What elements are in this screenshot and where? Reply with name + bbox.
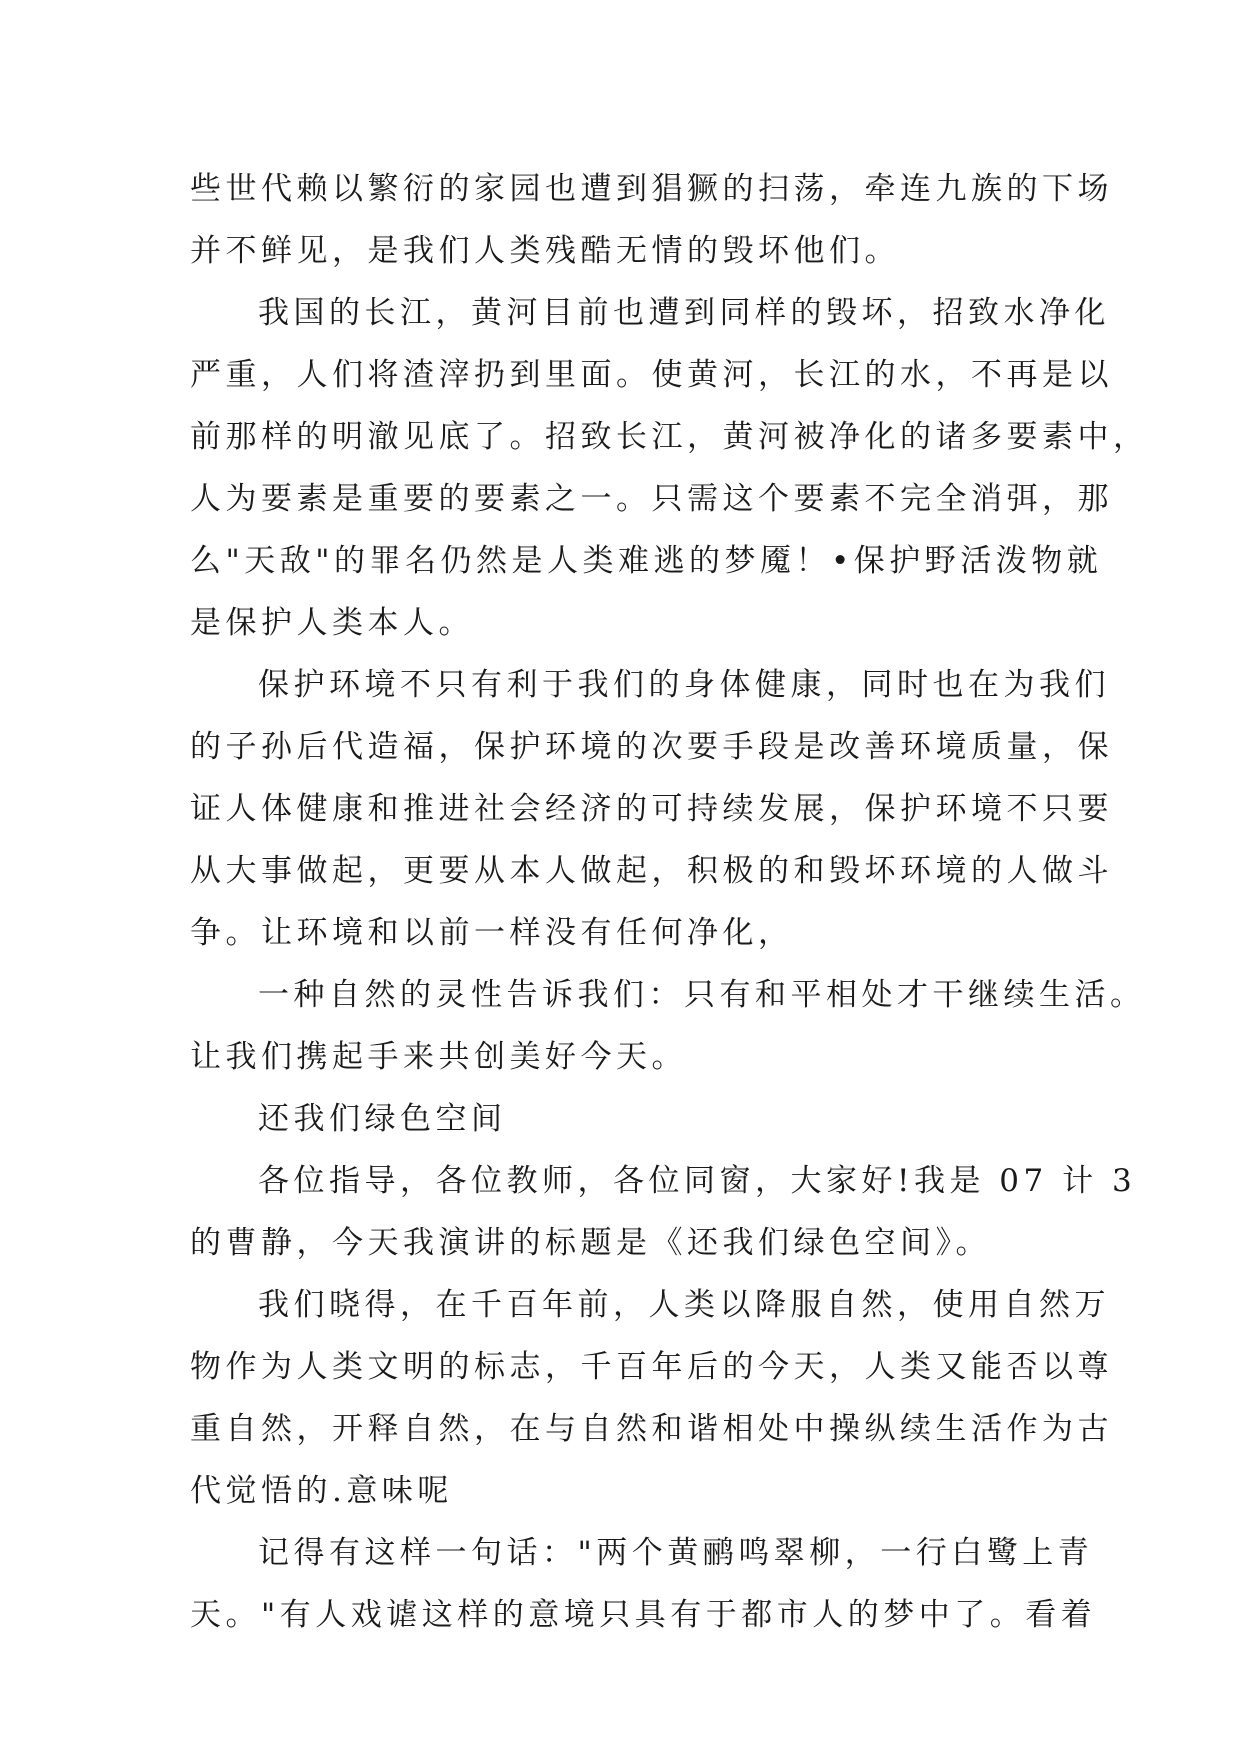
text-line: 让我们携起手来共创美好今天。	[190, 1039, 687, 1075]
text-line: 证人体健康和推进社会经济的可持续发展，保护环境不只要	[190, 791, 1113, 827]
paragraph-start-line: 我国的长江，黄河目前也遭到同样的毁坏，招致水净化	[258, 295, 1110, 331]
text-line: 的子孙后代造福，保护环境的次要手段是改善环境质量，保	[190, 729, 1113, 765]
text-line: 代觉悟的.意味呢	[190, 1473, 453, 1509]
paragraph-start-line: 各位指导，各位教师，各位同窗，大家好!我是 07 计 3	[258, 1163, 1137, 1199]
paragraph-start-line: 我们晓得，在千百年前，人类以降服自然，使用自然万	[258, 1287, 1110, 1323]
document-body	[190, 158, 1149, 1646]
text-line: 是保护人类本人。	[190, 605, 474, 641]
paragraph-start-line: 保护环境不只有利于我们的身体健康，同时也在为我们	[258, 667, 1110, 703]
text-line: 重自然，开释自然，在与自然和谐相处中操纵续生活作为古	[190, 1411, 1113, 1447]
text-line: 天。"有人戏谑这样的意境只具有于都市人的梦中了。看着	[190, 1597, 1097, 1633]
text-line: 并不鲜见，是我们人类残酷无情的毁坏他们。	[190, 233, 900, 269]
text-line: 的曹静，今天我演讲的标题是《还我们绿色空间》。	[190, 1225, 991, 1261]
text-line: 争。让环境和以前一样没有任何净化，	[190, 915, 794, 951]
text-line: 从大事做起，更要从本人做起，积极的和毁坏环境的人做斗	[190, 853, 1113, 889]
text-line: 些世代赖以繁衍的家园也遭到猖獗的扫荡，牵连九族的下场	[190, 171, 1113, 207]
section-title: 还我们绿色空间	[258, 1101, 507, 1137]
text-line: 严重，人们将渣滓扔到里面。使黄河，长江的水，不再是以	[190, 357, 1113, 393]
paragraph-start-line: 记得有这样一句话："两个黄鹂鸣翠柳，一行白鹭上青	[258, 1535, 1094, 1571]
paragraph-start-line: 一种自然的灵性告诉我们：只有和平相处才干继续生活。	[258, 977, 1146, 1013]
text-line: 人为要素是重要的要素之一。只需这个要素不完全消弭，那	[190, 481, 1113, 517]
text-line: 物作为人类文明的标志，千百年后的今天，人类又能否以尊	[190, 1349, 1113, 1385]
text-line: 前那样的明澈见底了。招致长江，黄河被净化的诸多要素中，	[190, 419, 1149, 455]
text-line: 么"天敌"的罪名仍然是人类难逃的梦魇！•保护野活泼物就	[190, 543, 1103, 579]
